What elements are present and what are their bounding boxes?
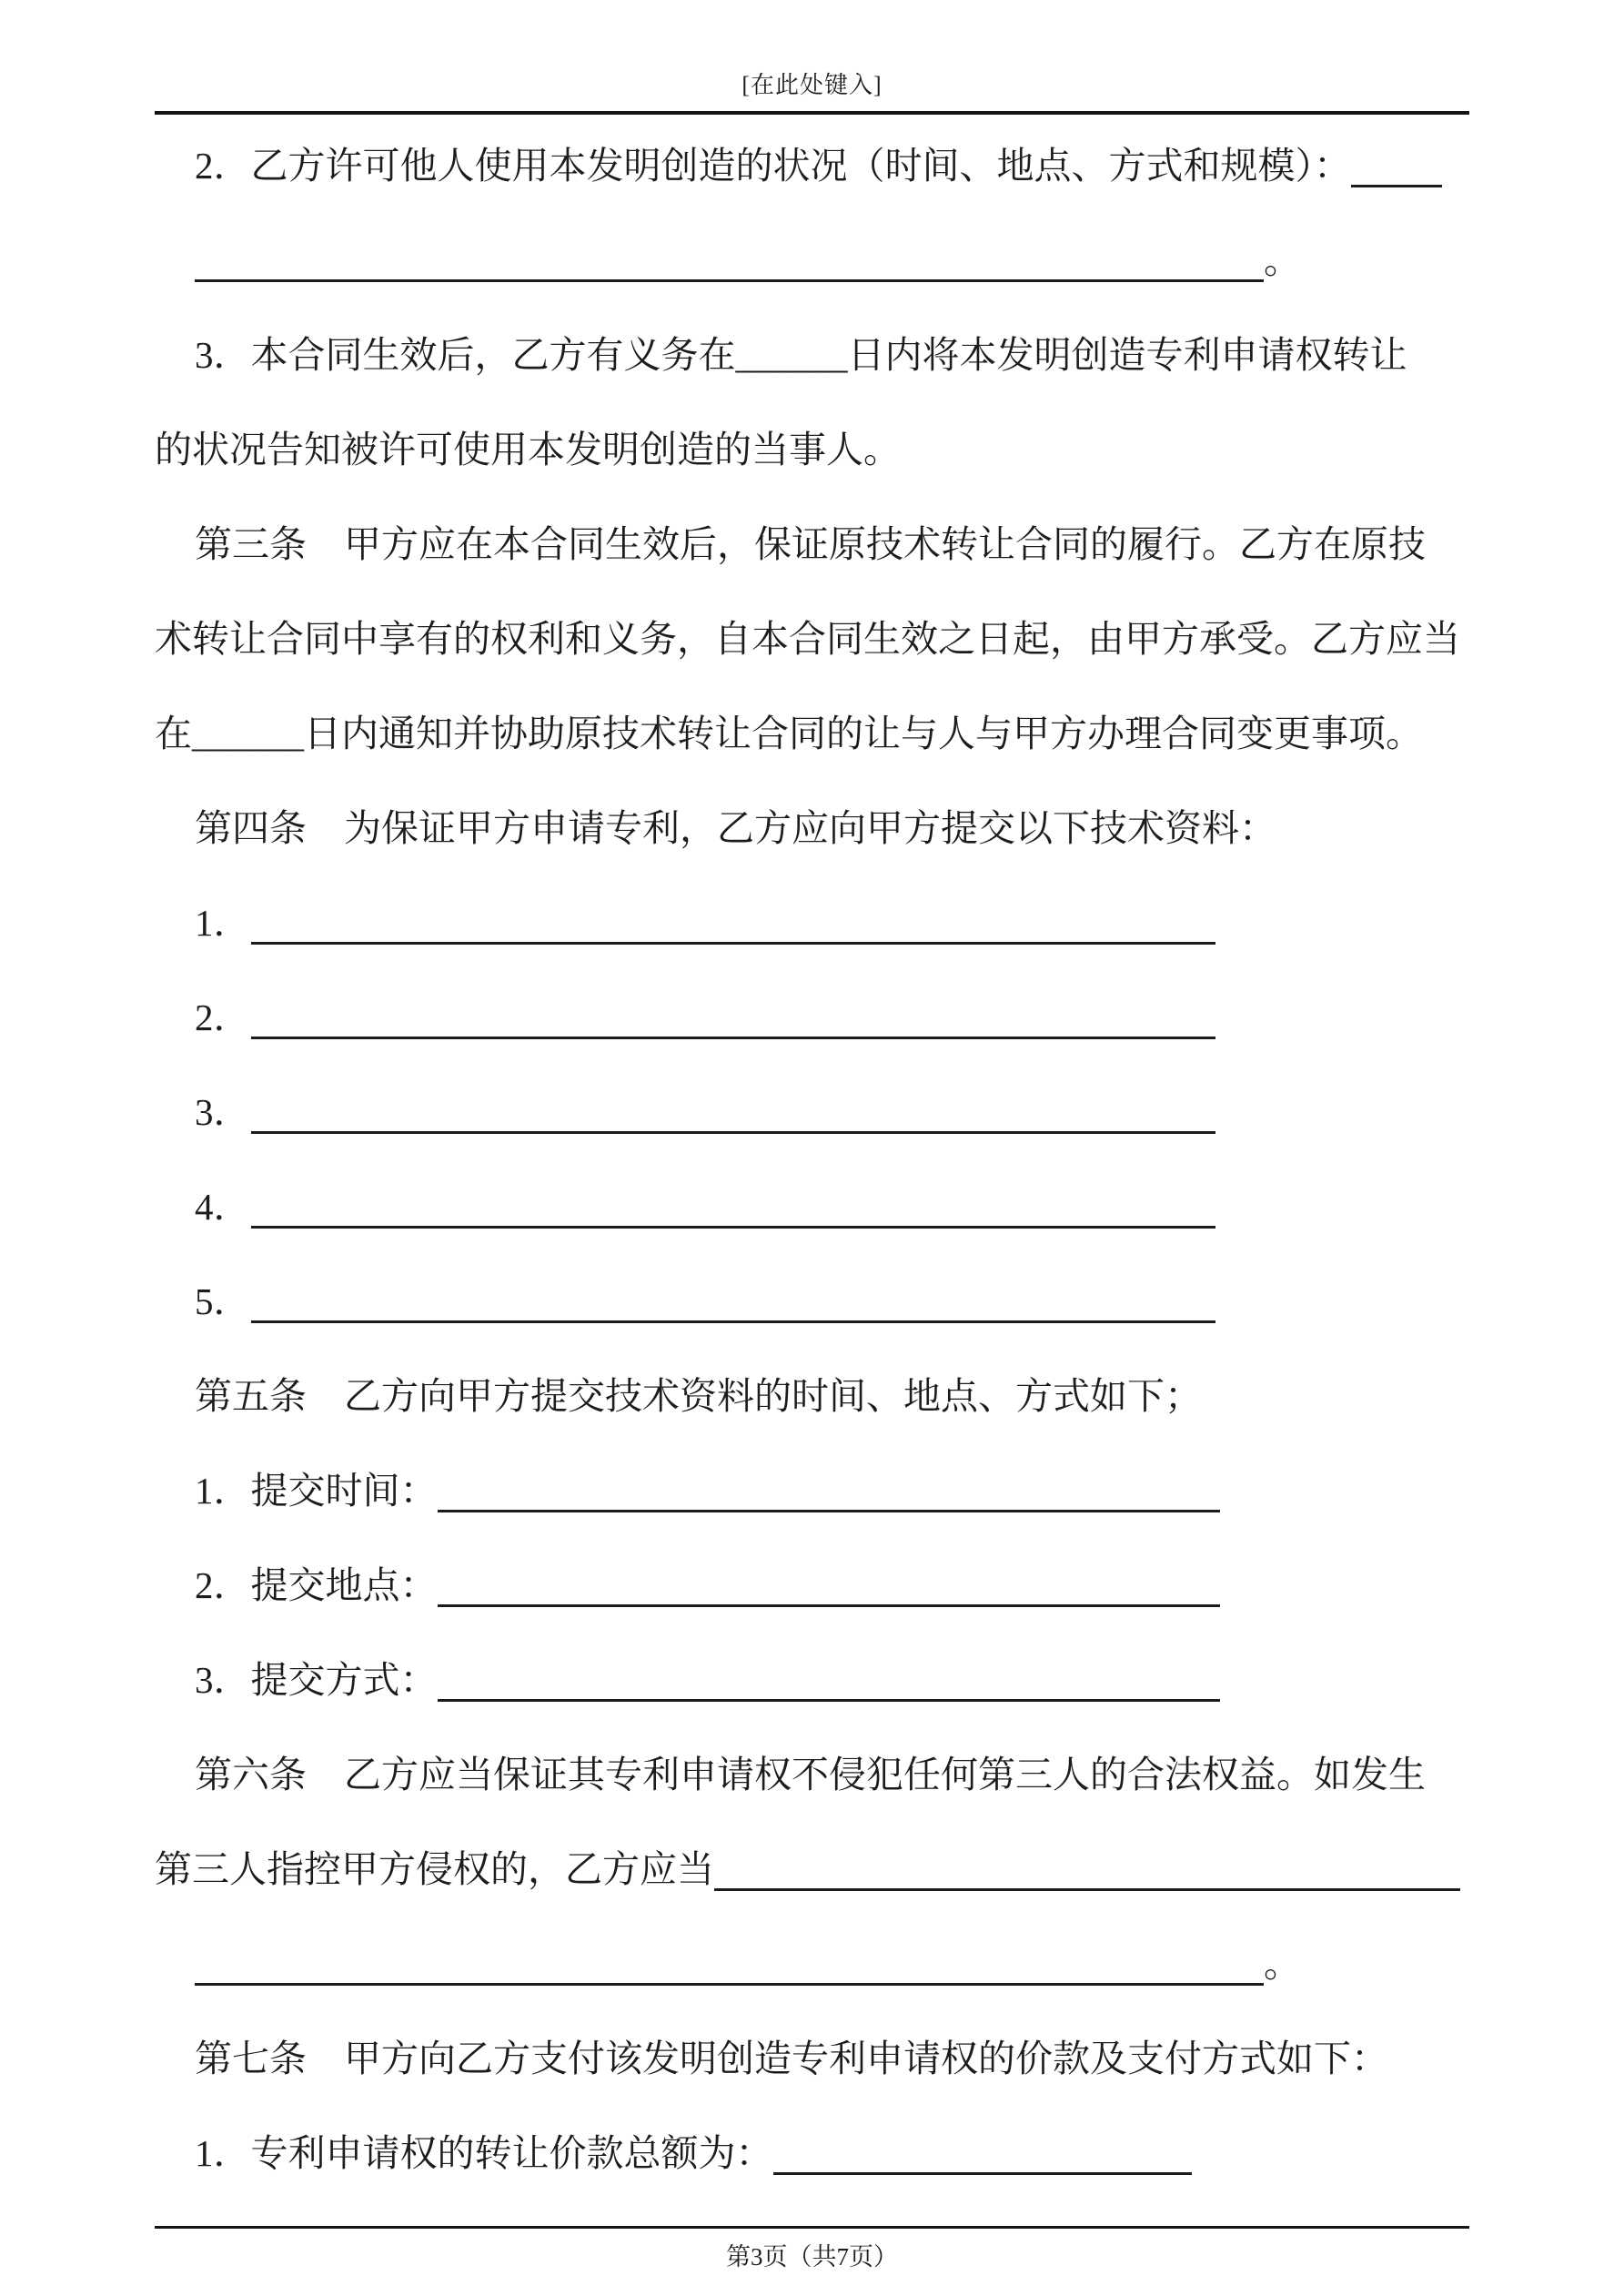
text-run: 术转让合同中享有的权利和义务，自本合同生效之日起，由甲方承受。乙方应当 (155, 618, 1460, 660)
text-run: 4． (195, 1186, 251, 1228)
text-run: 。 (1264, 239, 1301, 281)
blank-field[interactable] (251, 1095, 1215, 1134)
header-placeholder[interactable]: [在此处键入] (741, 72, 883, 98)
text-run: 第七条 甲方向乙方支付该发明创造专利申请权的价款及支付方式如下： (195, 2038, 1388, 2079)
clause5-item2-submit-place (155, 1538, 1469, 1633)
text-run: 3．本合同生效后，乙方有义务在______日内将本发明创造专利申请权转让 (195, 334, 1407, 376)
text-run: 2．乙方许可他人使用本发明创造的状况（时间、地点、方式和规模）： (195, 145, 1351, 187)
clause6-blank-line (155, 1917, 1469, 2011)
clause4-item4 (155, 1159, 1469, 1254)
clause6-line1 (155, 1727, 1469, 1822)
clause5-item1-submit-time (155, 1443, 1469, 1538)
clause5-item3-submit-method (155, 1633, 1469, 1727)
page-footer (155, 2226, 1469, 2272)
clause7-intro (155, 2011, 1469, 2106)
document-body (155, 115, 1469, 2200)
clause3-line1 (155, 497, 1469, 592)
clause4-item3 (155, 1065, 1469, 1159)
clause2-item2-line1 (155, 118, 1469, 213)
text-run: 第三条 甲方应在本合同生效后，保证原技术转让合同的履行。乙方在原技 (195, 523, 1426, 565)
clause5-intro (155, 1349, 1469, 1443)
text-run: 1．专利申请权的转让价款总额为： (195, 2132, 773, 2174)
text-run: 1．提交时间： (195, 1470, 438, 1512)
clause3-line2 (155, 592, 1469, 686)
clause4-item2 (155, 970, 1469, 1065)
clause2-item2-blank-line (155, 213, 1469, 308)
clause4-intro (155, 781, 1469, 875)
blank-field[interactable] (438, 1473, 1220, 1512)
page-header (155, 0, 1469, 115)
text-run: 5． (195, 1280, 251, 1322)
text-run: 第三人指控甲方侵权的，乙方应当 (155, 1848, 714, 1890)
blank-field[interactable] (438, 1663, 1220, 1702)
blank-field[interactable] (195, 243, 1264, 282)
text-run: 3．提交方式： (195, 1659, 438, 1701)
clause2-item3-line1 (155, 308, 1469, 402)
blank-field[interactable] (195, 1947, 1264, 1986)
text-run: 在______日内通知并协助原技术转让合同的让与人与甲方办理合同变更事项。 (155, 713, 1423, 754)
clause4-item5 (155, 1254, 1469, 1349)
blank-field[interactable] (1351, 148, 1442, 187)
text-run: 的状况告知被许可使用本发明创造的当事人。 (155, 429, 901, 470)
text-run: 第六条 乙方应当保证其专利申请权不侵犯任何第三人的合法权益。如发生 (195, 1754, 1426, 1795)
blank-field[interactable] (251, 1000, 1215, 1039)
text-run: 2． (195, 996, 251, 1038)
blank-field[interactable] (251, 1189, 1215, 1229)
blank-field[interactable] (251, 1284, 1215, 1323)
text-run: 2．提交地点： (195, 1564, 438, 1606)
clause6-line2 (155, 1822, 1469, 1917)
clause2-item3-line2 (155, 402, 1469, 497)
text-run: 第四条 为保证甲方申请专利，乙方应向甲方提交以下技术资料： (195, 807, 1276, 849)
text-run: 3． (195, 1091, 251, 1133)
clause3-line3 (155, 686, 1469, 781)
clause7-item1-price-total (155, 2106, 1469, 2200)
clause4-item1 (155, 875, 1469, 970)
blank-field[interactable] (251, 905, 1215, 945)
text-run: 第五条 乙方向甲方提交技术资料的时间、地点、方式如下； (195, 1375, 1202, 1417)
text-run: 1． (195, 902, 251, 944)
blank-field[interactable] (438, 1568, 1220, 1607)
page-number: 第3页（共7页） (726, 2243, 898, 2271)
blank-field[interactable] (773, 2136, 1192, 2175)
blank-field[interactable] (714, 1852, 1460, 1891)
text-run: 。 (1264, 1943, 1301, 1985)
